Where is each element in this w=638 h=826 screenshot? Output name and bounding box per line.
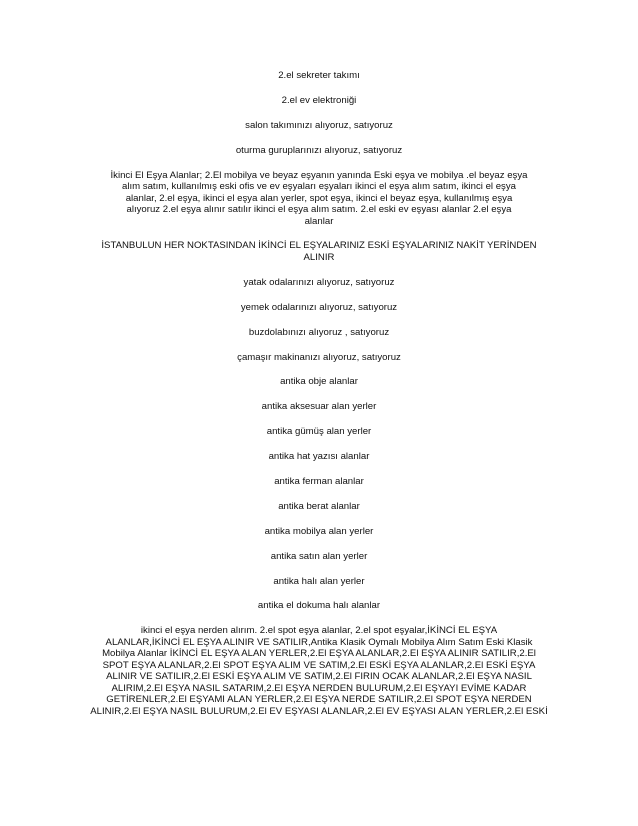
paragraph-line: İkinci El Eşya Alanlar; 2.El mobilya ve beyaz eşyanın yanında Eski eşya ve mobilya .el beyaz eşya [110,169,528,181]
paragraph-line: alanlar [304,215,334,227]
paragraph-line: İSTANBULUN HER NOKTASINDAN İKİNCİ EL EŞYALARINIZ ESKİ EŞYALARINIZ NAKİT YERİNDEN [101,240,537,252]
paragraph-line: ALIRIM,2.El EŞYA NASIL SATARIM,2.El EŞYA NERDEN BULURUM,2.El EŞYAYI EVİME KADAR [111,682,527,694]
text-line: salon takımınızı alıyoruz, satıyoruz [245,119,393,131]
paragraph-line: alanlar, 2.el eşya, ikinci el eşya alan yerler, spot eşya, ikinci el beyaz eşya, kullanılmış eşya [125,192,513,204]
paragraph-istanbul [98,240,540,263]
paragraph-line: ALINIR [303,251,335,263]
paragraph-used-goods [91,170,547,228]
text-line: antika aksesuar alan yerler [261,401,377,413]
text-line: antika hat yazısı alanlar [268,451,370,463]
paragraph-line: ALANLAR,İKİNCİ EL EŞYA ALINIR VE SATILIR,Antika Klasik Oymalı Mobilya Alım Satım Eski Klasik [105,636,533,648]
text-line: antika obje alanlar [280,376,358,388]
text-line: antika halı alan yerler [273,575,365,587]
text-line: çamaşır makinanızı alıyoruz, satıyoruz [237,351,401,363]
text-line: antika mobilya alan yerler [264,525,374,537]
text-line: yatak odalarınızı alıyoruz, satıyoruz [243,276,395,288]
paragraph-line: ALINIR,2.El EŞYA NASIL BULURUM,2.El EV EŞYASI ALANLAR,2.El EV EŞYASI ALAN YERLER,2.El ESKİ [90,705,548,717]
paragraph-line: alım satım, kullanılmış eski ofis ve ev eşyaları eşyaları ikinci el eşya alım satım, ikinci el eşya [121,181,516,193]
text-line: 2.el ev elektroniği [281,94,357,106]
text-line: antika el dokuma halı alanlar [257,600,381,612]
paragraph-line: GETİRENLER,2.El EŞYAMI ALAN YERLER,2.El EŞYA NERDE SATILIR,2.El SPOT EŞYA NERDEN [106,694,532,706]
paragraph-keywords [84,625,554,717]
text-line: yemek odalarınızı alıyoruz, satıyoruz [240,301,398,313]
text-line: 2.el sekreter takımı [278,70,360,81]
paragraph-line: alıyoruz 2.el eşya alınır satılır ikinci el eşya alım satım. 2.el eski ev eşyası alanlar 2.el eşya [126,204,512,216]
text-line: oturma guruplarınızı alıyoruz, satıyoruz [235,144,403,156]
text-line: antika ferman alanlar [274,475,364,487]
text-line: antika gümüş alan yerler [266,426,372,438]
paragraph-line: ALINIR VE SATILIR,2.El ESKİ EŞYA ALIM VE SATIM,2.El FIRIN OCAK ALANLAR,2.El EŞYA NASIL [106,671,532,683]
text-line: buzdolabınızı alıyoruz , satıyoruz [248,326,390,338]
paragraph-line: ikinci el eşya nerden alırım. 2.el spot eşya alanlar, 2.el spot eşyalar,İKİNCİ EL EŞYA [140,625,498,637]
text-line: antika berat alanlar [278,500,360,512]
document-page [0,70,638,731]
paragraph-line: Mobilya Alanlar İKİNCİ EL EŞYA ALAN YERLER,2.El EŞYA ALANLAR,2.El EŞYA ALINIR SATILIR,2.El [102,648,536,660]
text-line: antika satın alan yerler [270,550,368,562]
paragraph-line: SPOT EŞYA ALANLAR,2.El SPOT EŞYA ALIM VE SATIM,2.El ESKİ EŞYA ALANLAR,2.El ESKİ EŞYA [102,659,536,671]
